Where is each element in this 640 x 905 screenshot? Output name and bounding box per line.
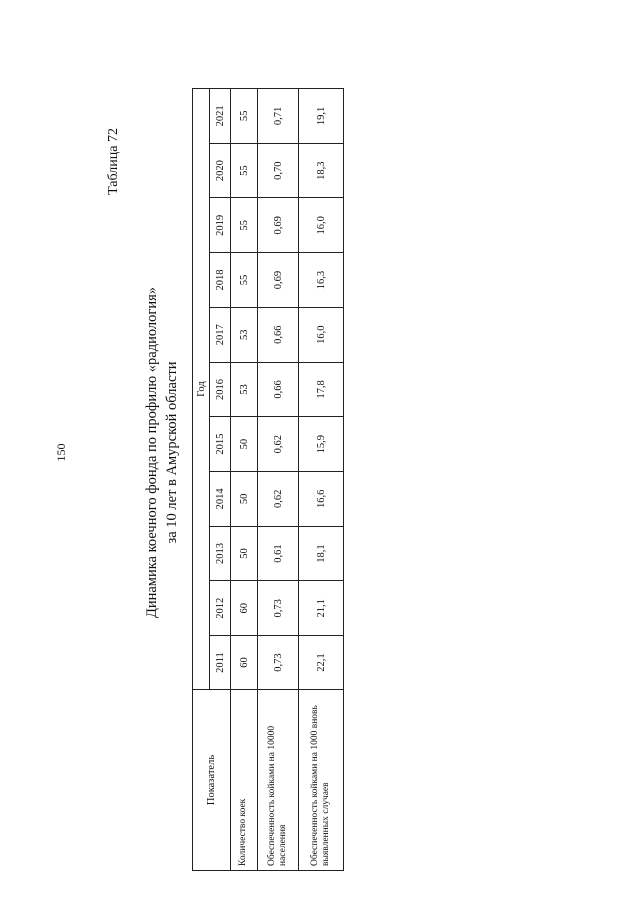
table-cell: 0,66 [258, 362, 299, 417]
table-cell: 50 [231, 471, 258, 526]
table-cell: 15,9 [299, 417, 344, 472]
year-header-cell: 2014 [210, 471, 231, 526]
table-cell: 18,1 [299, 526, 344, 581]
indicator-header: Показатель [193, 690, 231, 871]
table-cell: 50 [231, 526, 258, 581]
year-header-cell: 2012 [210, 581, 231, 636]
table-cell: 22,1 [299, 636, 344, 690]
table-cell: 50 [231, 417, 258, 472]
table-body [231, 89, 344, 871]
table-cell: 19,1 [299, 89, 344, 144]
year-header-cell: 2017 [210, 307, 231, 362]
table-cell: 16,0 [299, 307, 344, 362]
row-label: Обеспеченность койками на 1000 вновь выявленных случаев [299, 690, 344, 871]
table-cell: 0,61 [258, 526, 299, 581]
table-cell: 60 [231, 581, 258, 636]
table-cell: 55 [231, 143, 258, 198]
bed-fund-table [192, 88, 344, 871]
row-label: Количество коек [231, 690, 258, 871]
year-header-cell: 2013 [210, 526, 231, 581]
table-cell: 0,69 [258, 253, 299, 308]
table-row [258, 89, 299, 871]
table-label: Таблица 72 [106, 128, 121, 195]
year-header-cell: 2011 [210, 636, 231, 690]
table-cell: 16,0 [299, 198, 344, 253]
table-cell: 55 [231, 89, 258, 144]
table-cell: 21,1 [299, 581, 344, 636]
table-cell: 53 [231, 307, 258, 362]
table-cell: 0,66 [258, 307, 299, 362]
table-title-line-2: за 10 лет в Амурской области [164, 361, 180, 544]
table-cell: 0,70 [258, 143, 299, 198]
table-cell: 0,73 [258, 581, 299, 636]
table-cell: 0,69 [258, 198, 299, 253]
year-header-cell: 2019 [210, 198, 231, 253]
page-number: 150 [54, 443, 68, 462]
table-title-line-1: Динамика коечного фонда по профилю «радиология» [144, 286, 160, 619]
table-cell: 55 [231, 198, 258, 253]
year-header-cell: 2016 [210, 362, 231, 417]
table-cell: 18,3 [299, 143, 344, 198]
table-cell: 53 [231, 362, 258, 417]
year-group-header: Год [193, 89, 210, 690]
table-row [231, 89, 258, 871]
table-cell: 60 [231, 636, 258, 690]
table-cell: 0,62 [258, 417, 299, 472]
table-row [299, 89, 344, 871]
table-cell: 0,71 [258, 89, 299, 144]
table-cell: 16,6 [299, 471, 344, 526]
year-header-cell: 2015 [210, 417, 231, 472]
table-cell: 17,8 [299, 362, 344, 417]
year-header-cell: 2021 [210, 89, 231, 144]
year-header-cell: 2018 [210, 253, 231, 308]
row-label: Обеспеченность койками на 10000 населения [258, 690, 299, 871]
year-header-cell: 2020 [210, 143, 231, 198]
table-cell: 55 [231, 253, 258, 308]
table-cell: 0,62 [258, 471, 299, 526]
table-cell: 0,73 [258, 636, 299, 690]
table-cell: 16,3 [299, 253, 344, 308]
